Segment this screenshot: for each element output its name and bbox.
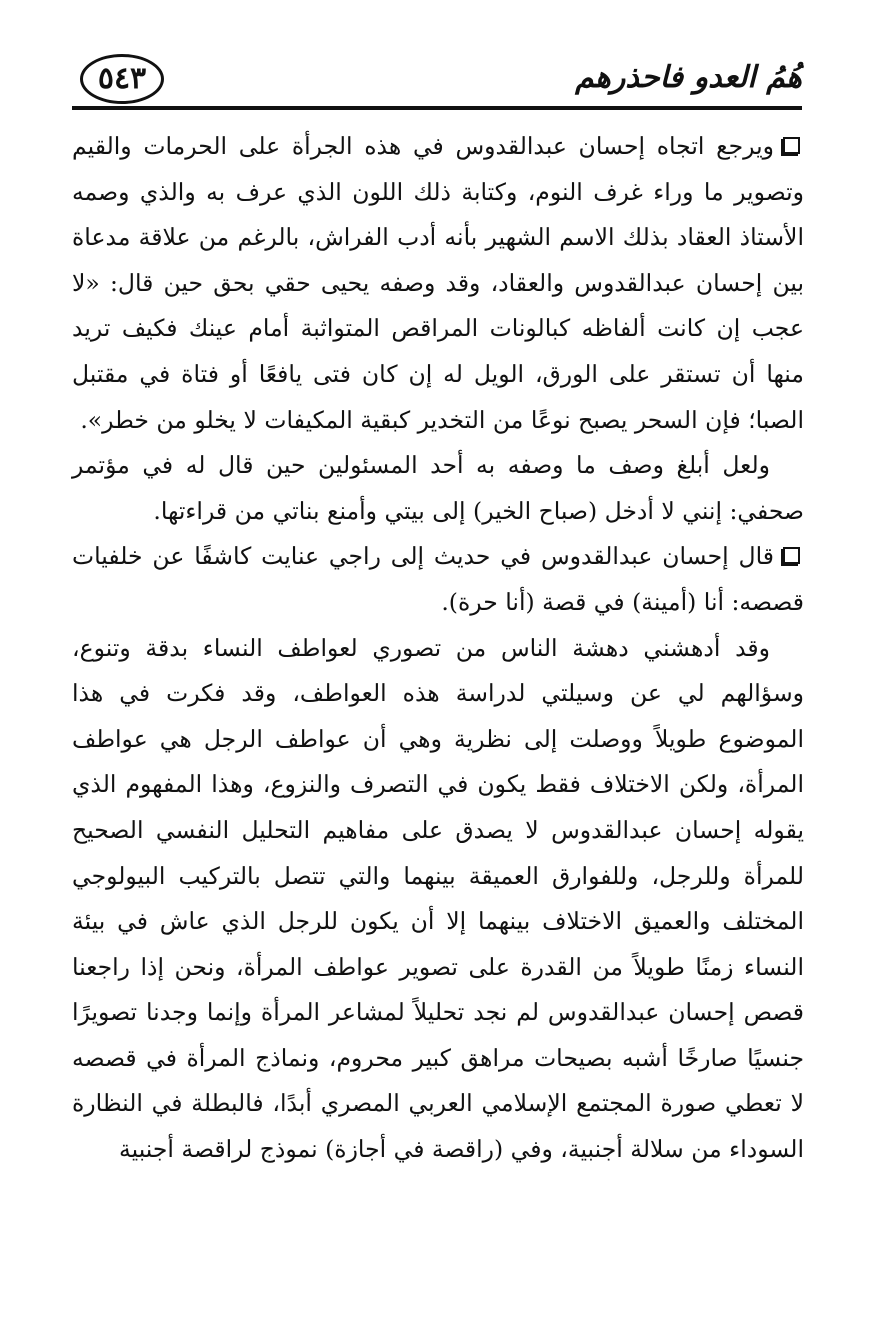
running-title: هُمُ العدو فاحذرهم [575, 60, 802, 95]
paragraph-3 [72, 534, 804, 625]
page-number: ٥٤٣ [80, 54, 164, 104]
paragraph-4 [72, 626, 804, 1173]
paragraph-2 [72, 443, 804, 534]
paragraph-text: ويرجع اتجاه إحسان عبدالقدوس في هذه الجرأة على الحرمات والقيم وتصوير ما وراء غرف النوم، وكتابة ذلك اللون الذي عرف به والذي وصمه الأستاذ العقاد بذلك الاسم الشهير بأنه أدب الفراش، بالرغم من علاقة مدعاة بين إحسان عبدالقدوس والعقاد، وقد وصفه يحيى حقي بحق حين قال: «لا عجب إن كانت ألفاظه كبالونات المراقص المتواثبة أمام عينك فكيف تريد منها أن تستقر على الورق، الويل له إن كان فتى يافعًا أو فتاة في مقتبل الصبا؛ فإن السحر يصبح نوعًا من التخدير كبقية المكيفات لا يخلو من خطر». [72, 132, 804, 434]
box-bullet-icon [783, 137, 800, 154]
header-rule [72, 106, 802, 110]
paragraph-text: ولعل أبلغ وصف ما وصفه به أحد المسئولين حين قال له في مؤتمر صحفي: إنني لا أدخل (صباح الخير) إلى بيتي وأمنع بناتي من قراءتها. [72, 451, 804, 525]
box-bullet-icon [783, 547, 800, 564]
body-text [72, 124, 804, 1173]
paragraph-text: وقد أدهشني دهشة الناس من تصوري لعواطف النساء بدقة وتنوع، وسؤالهم لي عن وسيلتي لدراسة هذه العواطف، وقد فكرت في هذا الموضوع طويلاً ووصلت إلى نظرية وهي أن عواطف الرجل هي عواطف المرأة، ولكن الاختلاف فقط يكون في التصرف والنزوع، وهذا المفهوم الذي يقوله إحسان عبدالقدوس لا يصدق على مفاهيم التحليل النفسي الصحيح للمرأة وللرجل، وللفوارق العميقة بينهما والتي تتصل بالتركيب البيولوجي المختلف والعميق الاختلاف بينهما إلا أن يكون للرجل الذي عاش في بيئة النساء زمنًا طويلاً من القدرة على تصوير عواطف المرأة، ونحن إذا راجعنا قصص إحسان عبدالقدوس لم نجد تحليلاً لمشاعر المرأة وإنما وجدنا تصويرًا جنسيًا صارخًا أشبه بصيحات مراهق كبير محروم، ونماذج المرأة في قصصه لا تعطي صورة المجتمع الإسلامي العربي المصري أبدًا، فالبطلة في النظارة السوداء من سلالة أجنبية، وفي (راقصة في أجازة) نموذج لراقصة أجنبية [72, 633, 804, 1164]
paragraph-text: قال إحسان عبدالقدوس في حديث إلى راجي عنايت كاشفًا عن خلفيات قصصه: أنا (أمينة) في قصة (أنا حرة). [72, 542, 804, 616]
page-header [72, 44, 802, 116]
paragraph-1 [72, 124, 804, 443]
